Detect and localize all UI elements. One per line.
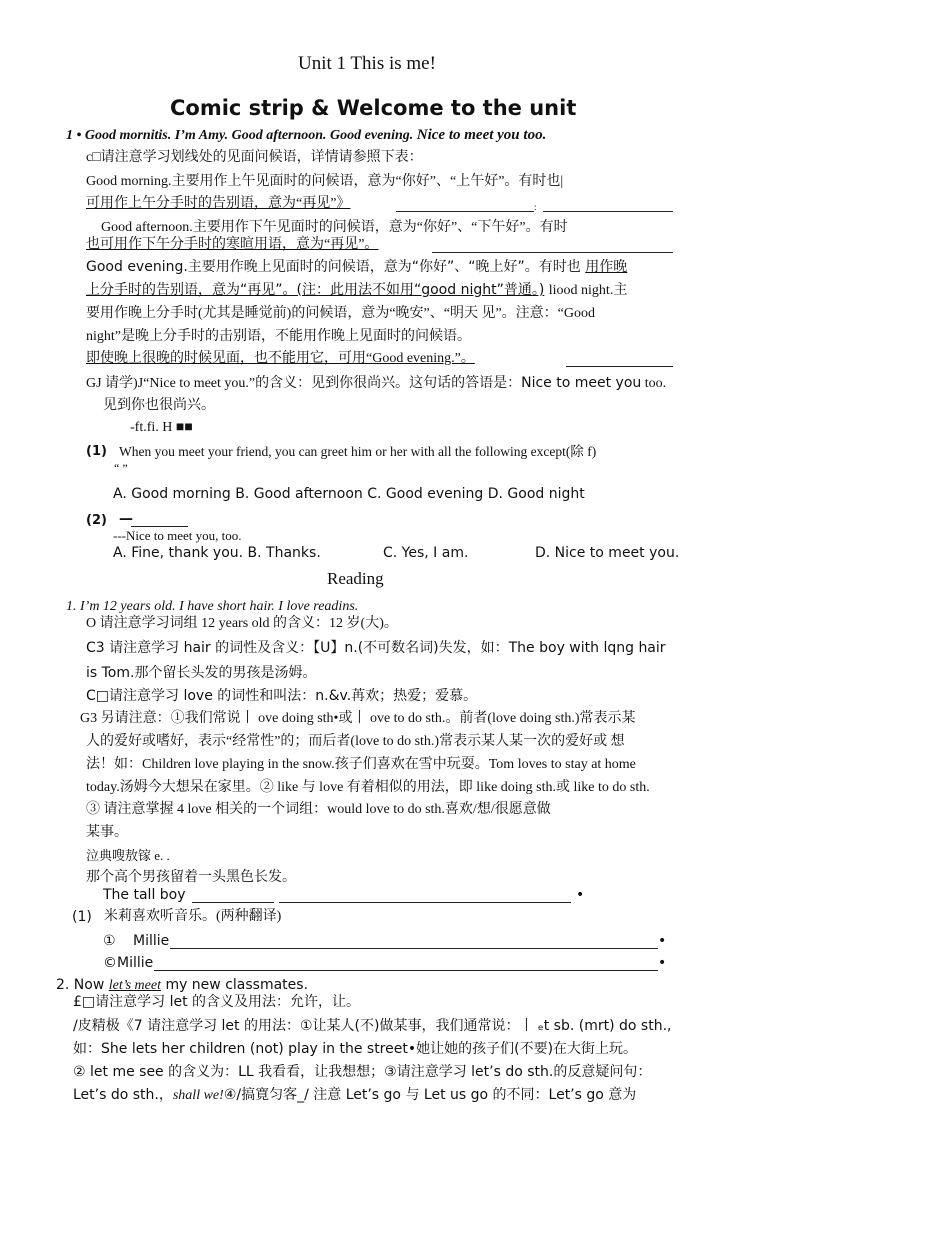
question-2-option-d: D. Nice to meet you. — [535, 545, 680, 561]
reading-sentence-2-end: my new classmates. — [165, 977, 309, 993]
note-good-night-start: liood night.主 — [548, 283, 628, 298]
stray-colon: : — [534, 202, 537, 212]
reading-sentence-2-underlined: let’s meet — [108, 978, 161, 993]
reading-note-love-meaning: 人的爱好或嗜好，表示“经常性”的；而后者(love to do sth.)常表示某人某一次的爱好或 想 — [86, 734, 625, 749]
note-greetings-intro: c□请注意学习划线处的见面问候语，详情请参照下表： — [86, 150, 423, 165]
let-note-shall-we: shall we! — [172, 1088, 224, 1103]
note-good-evening-farewell — [86, 281, 627, 300]
let-note-usage: /皮精极《7 请注意学习 let 的用法：①让某人(不)做某事，我们通常说：丨 ₑt sb. (mrt) do sth., — [73, 1018, 672, 1034]
let-note-let-me-see: ② let me see 的含义为：LL 我看看，让我想想；③请注意学习 let’s do sth.的反意疑问句： — [73, 1064, 652, 1080]
reading-note-hair: C3 请注意学习 hair 的词性及含义：【U】n.(不可数名词)失发，如：The boy with lqng hair — [86, 640, 666, 656]
translation-2-answer-subject: ©Millie — [103, 955, 154, 971]
let-note-tag-start: Let’s do sth.， — [73, 1087, 173, 1103]
reading-note-love: C□请注意学习 love 的词性和叫法：n.&v.苒欢；热爱；爱慕。 — [86, 688, 478, 704]
answer-blank[interactable] — [279, 902, 571, 903]
translation-2-prompt: 米莉喜欢听音乐。(两种翻译) — [104, 909, 282, 924]
translation-2-answer-marker: ① — [103, 933, 116, 949]
underline-rule — [543, 211, 673, 212]
answer-blank[interactable] — [192, 902, 274, 903]
note-good-evening — [86, 258, 627, 276]
note-good-afternoon: Good afternoon.主要用作下午见面时的问候语，意为“你好”、“下午好”。有时 — [101, 220, 568, 235]
question-2-option-ab: A. Fine, thank you. B. Thanks. — [113, 545, 321, 561]
translation-2-answer-subject: Millie — [133, 933, 170, 949]
reading-heading: Reading — [327, 569, 384, 588]
note-nice-too: too. — [644, 376, 667, 391]
question-2-option-c: C. Yes, I am. — [383, 545, 469, 561]
practice-heading: 泣典嗖敖镓 e. . — [86, 848, 170, 863]
note-good-afternoon-farewell: 也可用作下午分手时的寒暄用语，意为“再见”。 — [86, 237, 379, 252]
translation-prompt: 那个高个男孩留着一头黑色长发。 — [86, 870, 296, 885]
question-2-reply: ---Nice to meet you, too. — [113, 528, 242, 543]
comic-dialogue — [66, 126, 546, 145]
practice-heading: -ft.fi. H ■■ — [130, 420, 193, 435]
question-2-dash: — — [119, 511, 133, 527]
reading-note-would-love-end: 某事。 — [86, 825, 128, 840]
comic-dialogue-reply: Nice to meet you too. — [416, 127, 547, 143]
note-good-morning-farewell: 可用作上午分手时的告别语，意为“再见”》 — [86, 196, 351, 211]
note-good-night-usage: 要用作晚上分手时(尤其是睡觉前)的问候语，意为“晚安”、“明天 见”。注意：“Good — [86, 306, 596, 321]
note-good-night-warning: night”是晚上分手时的击别语，不能用作晚上见面时的问候语。 — [86, 329, 471, 344]
reading-note-like-love: today.汤姆今大想呆在家里。② like 与 love 有着相似的用法，即 like doing sth.或 like to do sth. — [86, 780, 650, 795]
let-note-meaning: £□请注意学习 let 的含义及用法：允许，让。 — [73, 994, 361, 1010]
reading-sentence-1: 1. I’m 12 years old. I have short hair. I love readins. — [66, 599, 359, 614]
let-note-example: 如：She lets her children (not) play in the street•她让她的孩子们(不要)在大街上玩。 — [73, 1041, 638, 1057]
note-late-evening: 即使晚上很晚的时候见面，也不能用它，可用“Good evening.”。 — [86, 351, 475, 366]
question-1-options: A. Good morning B. Good afternoon C. Good evening D. Good night — [113, 486, 585, 502]
question-1-number: (1) — [86, 444, 107, 459]
question-2-number: (2) — [86, 513, 107, 528]
question-1-blank: “ ” — [114, 461, 128, 475]
note-nice-to-meet-you — [86, 374, 666, 393]
reading-note-hair-example: is Tom.那个留长头发的男孩是汤姆。 — [86, 665, 317, 681]
answer-end-dot: • — [658, 933, 667, 949]
reading-sentence-2-start: 2. Now — [56, 977, 105, 993]
underline-rule — [566, 366, 673, 367]
let-note-tag-question — [73, 1086, 636, 1105]
reading-note-would-love: ③ 请注意掌握 4 love 相关的一个词组：would love to do sth.喜欢/想/很愿意做 — [86, 802, 551, 817]
document-subtitle: Comic strip & Welcome to the unit — [170, 96, 577, 120]
translation-2-number: (1) — [72, 909, 92, 925]
answer-end-dot: • — [658, 955, 667, 971]
note-nice-text: GJ 请学)J“Nice to meet you.”的含义：见到你很尚兴。这句话的答语是： — [86, 376, 522, 391]
note-good-evening-text: Good evening.主要用作晚上见面时的问候语，意为“你好”、“晚上好”。有时也 — [86, 259, 581, 275]
note-nice-meaning: 见到你也很尚兴。 — [103, 398, 215, 413]
underline-rule — [396, 211, 534, 212]
reading-note-age: O 请注意学习词组 12 years old 的含义：12 岁(大)。 — [86, 616, 398, 631]
reading-note-love-example: 法！如：Children love playing in the snow.孩子们喜欢在雪中玩耍。Tom loves to stay at home — [86, 757, 636, 772]
comic-dialogue-main: 1 • Good mornitis. I’m Amy. Good afternoon. Good evening. — [66, 128, 414, 143]
let-note-lets-go: ④/搞寛匀客_/ 注意 Let’s go 与 Let us go 的不同：Let’s go 意为 — [223, 1087, 637, 1103]
answer-end-dot: • — [576, 887, 585, 903]
underline-rule — [432, 252, 673, 253]
answer-blank[interactable] — [170, 948, 658, 949]
note-good-evening-farewell-underlined: 上分手时的告别语，意为“再见”。(注：此用法不如用“good night”普通。) — [86, 282, 545, 298]
note-nice-reply: Nice to meet you — [521, 375, 642, 391]
note-good-evening-underlined: 用作晚 — [585, 259, 628, 275]
question-1-text: When you meet your friend, you can greet him or her with all the following except(除 f) — [119, 444, 597, 459]
note-good-morning: Good morning.主要用作上午见面时的问候语，意为“你好”、“上午好”。有时也| — [86, 174, 564, 189]
reading-note-love-usage: G3 另请注意：①我们常说丨 ove doing sth•或丨 ove to do sth.。前者(love doing sth.)常表示某 — [80, 711, 636, 726]
answer-blank[interactable] — [154, 970, 658, 971]
translation-answer-start: The tall boy — [103, 887, 186, 903]
document-title: Unit 1 This is me! — [298, 53, 436, 74]
